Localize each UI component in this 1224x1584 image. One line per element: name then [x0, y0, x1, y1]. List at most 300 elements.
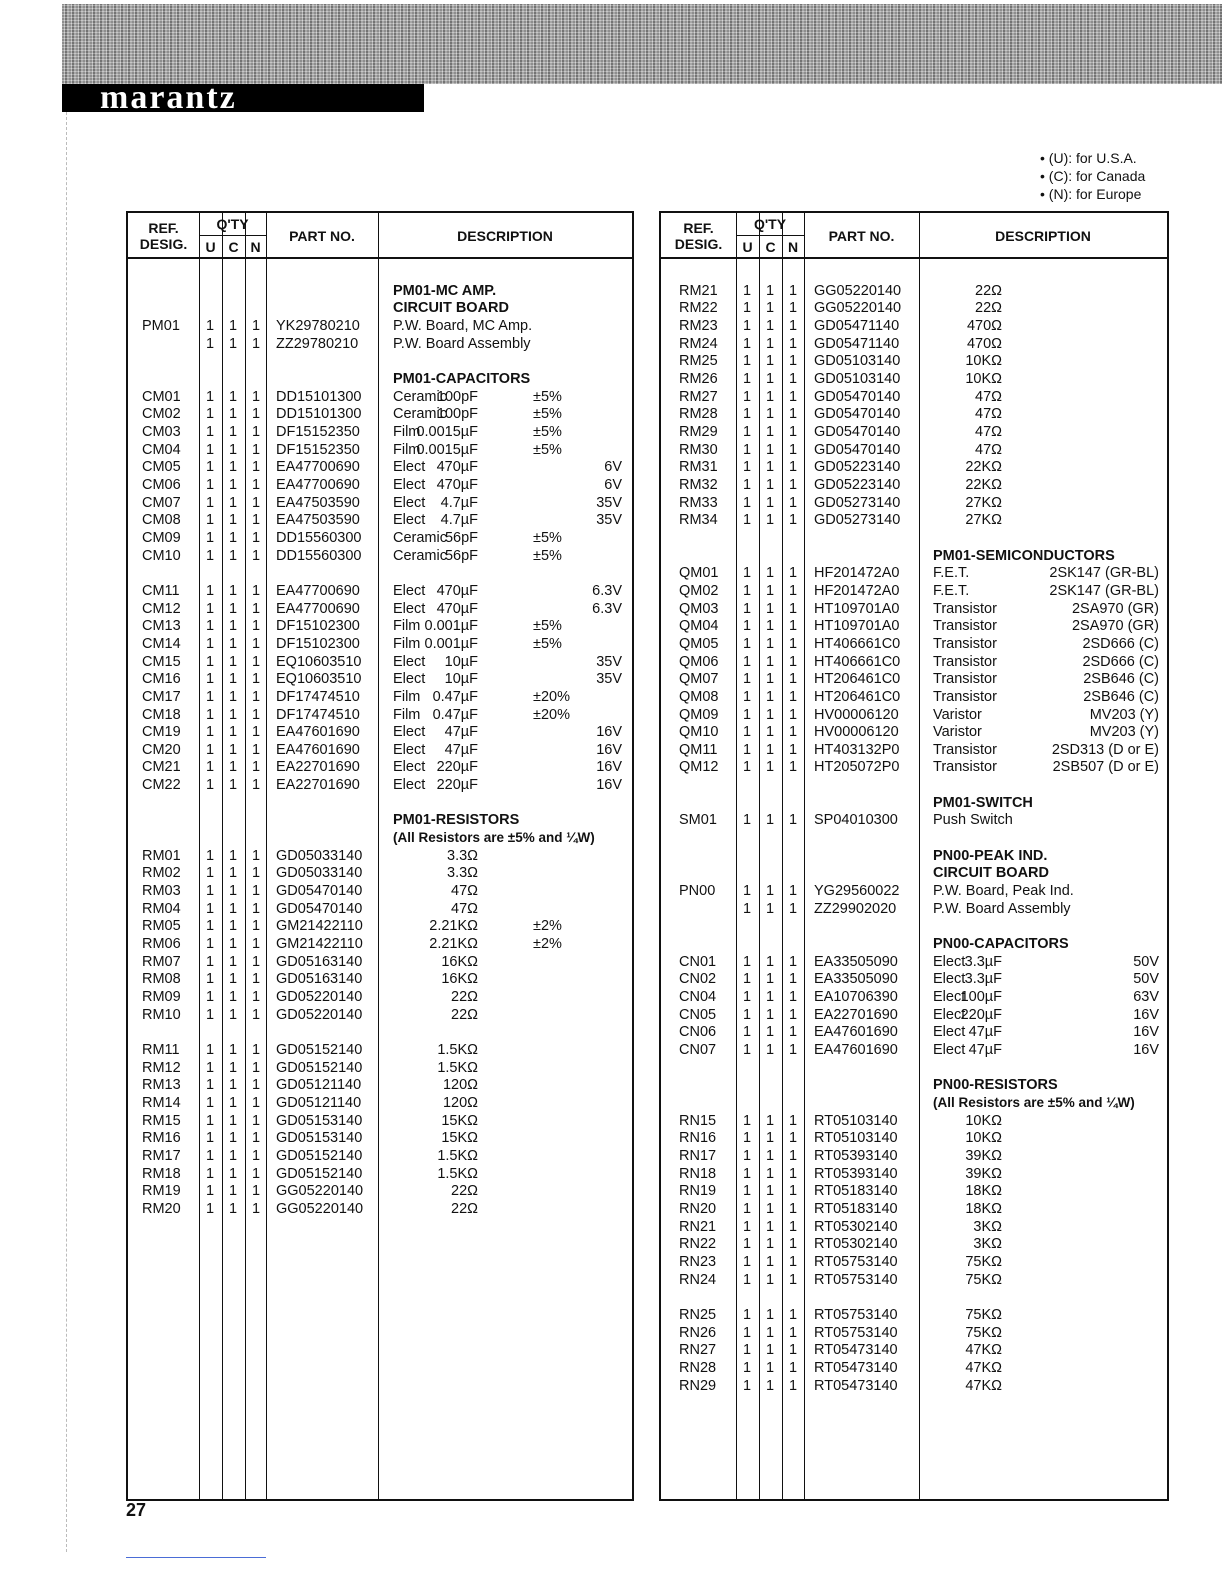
- ref-desig: RM26: [679, 370, 718, 387]
- part-no: RT05753140: [814, 1253, 898, 1270]
- desc-type: Film: [393, 423, 421, 440]
- qty-u: 1: [206, 900, 215, 917]
- part-no: GM21422110: [276, 918, 363, 935]
- desc-tolerance: ±5%: [533, 423, 562, 440]
- qty-u: 1: [206, 653, 215, 670]
- desc-type: Film: [393, 441, 421, 458]
- table-row: [661, 1130, 1167, 1148]
- part-no: DF15102300: [276, 618, 360, 635]
- table-row: [661, 389, 1167, 407]
- part-no: HT406661C0: [814, 653, 901, 670]
- ref-desig: QM12: [679, 759, 719, 776]
- qty-u: 1: [206, 476, 215, 493]
- qty-c: 1: [229, 1042, 238, 1059]
- part-no: GD05103140: [814, 370, 901, 387]
- part-no: GG05220140: [276, 1200, 364, 1217]
- desc-value: 10KΩ: [965, 1130, 1002, 1147]
- table-row: [128, 883, 632, 901]
- table-row: [661, 883, 1167, 901]
- qty-n: 1: [252, 883, 261, 900]
- ref-desig: QM07: [679, 671, 719, 688]
- qty-u: 1: [743, 1112, 752, 1129]
- table-row: [661, 1042, 1167, 1060]
- section-title: PN00-RESISTORS: [933, 1077, 1058, 1094]
- qty-c: 1: [229, 971, 238, 988]
- table-row: [128, 724, 632, 742]
- qty-c: 1: [766, 1377, 775, 1394]
- desc-value: 22KΩ: [965, 459, 1002, 476]
- ref-desig: RM27: [679, 388, 718, 405]
- desc-value: 10KΩ: [965, 353, 1002, 370]
- ref-desig: RN20: [679, 1200, 717, 1217]
- desc-value: 1.5KΩ: [437, 1148, 478, 1164]
- qty-c: 1: [766, 618, 775, 635]
- ref-desig: RN21: [679, 1218, 717, 1235]
- ref-desig: CM09: [142, 529, 181, 546]
- qty-n: 1: [789, 1306, 798, 1323]
- qty-n: 1: [789, 600, 798, 617]
- part-no: GG05220140: [814, 282, 902, 299]
- table-row: [128, 1201, 632, 1219]
- ref-desig: RM28: [679, 406, 718, 423]
- part-no: RT05753140: [814, 1324, 898, 1341]
- desc-value: 10µF: [444, 653, 478, 670]
- qty-c: 1: [766, 1359, 775, 1376]
- desc-tolerance: ±5%: [533, 529, 562, 546]
- desc-rating: 16V: [596, 741, 622, 758]
- table-row: [661, 406, 1167, 424]
- desc-tolerance: ±5%: [533, 635, 562, 652]
- desc-value: 470µF: [436, 476, 478, 493]
- qty-n: 1: [789, 883, 798, 900]
- qty-n: 1: [789, 1324, 798, 1341]
- desc-rating: 2SB646 (C): [1083, 671, 1159, 688]
- desc-value: 1.5KΩ: [437, 1042, 478, 1059]
- part-no: DF15152350: [276, 423, 360, 440]
- desc-type: Push Switch: [933, 812, 1013, 829]
- section-header: [661, 865, 1167, 883]
- desc-value: 16KΩ: [441, 971, 478, 988]
- qty-c: 1: [766, 600, 775, 617]
- part-no: EA33505090: [814, 971, 898, 988]
- desc-tolerance: ±5%: [533, 406, 562, 423]
- qty-u: 1: [206, 406, 215, 423]
- bottom-rule: [126, 1557, 266, 1558]
- part-no: GD05471140: [814, 317, 900, 334]
- qty-u: 1: [206, 1183, 215, 1200]
- ref-desig: RN23: [679, 1253, 717, 1270]
- legend-usa: • (U): for U.S.A.: [1040, 150, 1137, 166]
- qty-c: 1: [229, 335, 238, 352]
- qty-c: 1: [766, 335, 775, 352]
- qty-n: 1: [789, 724, 798, 741]
- ref-desig: CM21: [142, 759, 181, 776]
- desc-type: P.W. Board Assembly: [393, 335, 531, 352]
- desc-tolerance: ±5%: [533, 547, 562, 564]
- qty-c: 1: [766, 989, 775, 1006]
- qty-c: 1: [766, 388, 775, 405]
- qty-c: 1: [229, 388, 238, 405]
- table-row: [128, 583, 632, 601]
- qty-n: 1: [789, 1024, 798, 1041]
- desc-value: 470µF: [436, 459, 478, 476]
- ref-desig: CM13: [142, 618, 181, 635]
- part-no: RT05302140: [814, 1218, 898, 1235]
- table-row: [128, 689, 632, 707]
- table-row: [661, 459, 1167, 477]
- qty-u: 1: [743, 706, 752, 723]
- qty-c: 1: [229, 688, 238, 705]
- qty-c: 1: [766, 582, 775, 599]
- qty-n: 1: [252, 1112, 261, 1129]
- section-header: [128, 812, 632, 830]
- table-row: [661, 1183, 1167, 1201]
- ref-desig: RM02: [142, 865, 181, 882]
- desc-value: 10KΩ: [965, 370, 1002, 387]
- qty-u: 1: [743, 759, 752, 776]
- qty-u: 1: [743, 353, 752, 370]
- qty-n: 1: [252, 600, 261, 617]
- qty-c: 1: [766, 671, 775, 688]
- desc-type: Elect: [393, 777, 426, 794]
- desc-value: 470Ω: [966, 317, 1002, 334]
- qty-c: 1: [766, 971, 775, 988]
- qty-n: 1: [789, 1042, 798, 1059]
- section-title: CIRCUIT BOARD: [933, 865, 1049, 882]
- desc-value: 39KΩ: [965, 1165, 1002, 1182]
- qty-n: 1: [789, 406, 798, 423]
- qty-c: 1: [229, 547, 238, 564]
- part-no: EA22701690: [276, 777, 360, 794]
- qty-u: 1: [743, 388, 752, 405]
- desc-value: 0.001µF: [424, 618, 478, 635]
- section-title: PM01-SWITCH: [933, 794, 1033, 811]
- ref-desig: RM31: [679, 459, 718, 476]
- desc-value: 47KΩ: [965, 1377, 1002, 1394]
- desc-value: 47Ω: [975, 423, 1002, 440]
- table-row: [661, 300, 1167, 318]
- table-row: [661, 1342, 1167, 1360]
- desc-rating: 2SD313 (D or E): [1051, 741, 1159, 758]
- ref-desig: CM04: [142, 441, 181, 458]
- desc-value: 4.7µF: [440, 494, 478, 511]
- qty-n: 1: [252, 1095, 261, 1112]
- qty-u: 1: [743, 741, 752, 758]
- ref-desig: RM12: [142, 1059, 181, 1076]
- qty-c: 1: [229, 476, 238, 493]
- ref-desig: CM05: [142, 459, 181, 476]
- part-no: GD05220140: [276, 989, 363, 1006]
- desc-rating: 2SA970 (GR): [1071, 600, 1159, 617]
- qty-u: 1: [743, 494, 752, 511]
- desc-value: 0.0015µF: [416, 423, 478, 440]
- qty-u: 1: [743, 1377, 752, 1394]
- ref-desig: RM17: [142, 1148, 181, 1164]
- desc-type: Elect: [393, 741, 426, 758]
- ref-desig: RN18: [679, 1165, 717, 1182]
- desc-value: 0.0015µF: [416, 441, 478, 458]
- qty-c: 1: [229, 1112, 238, 1129]
- ref-desig: RN27: [679, 1342, 717, 1359]
- table-row: [128, 336, 632, 354]
- qty-u: 1: [743, 1200, 752, 1217]
- desc-rating: 2SK147 (GR-BL): [1049, 582, 1159, 599]
- table-row: [661, 442, 1167, 460]
- qty-n: 1: [252, 1165, 261, 1182]
- qty-n: 1: [252, 1148, 261, 1164]
- table-row: [661, 1113, 1167, 1131]
- table-row: [661, 1148, 1167, 1166]
- qty-u: 1: [206, 724, 215, 741]
- qty-n: 1: [789, 317, 798, 334]
- table-row: [128, 1113, 632, 1131]
- qty-u: 1: [206, 971, 215, 988]
- qty-n: 1: [252, 847, 261, 864]
- part-no: GD05121140: [276, 1077, 362, 1094]
- qty-n: 1: [252, 865, 261, 882]
- qty-c: 1: [766, 282, 775, 299]
- ref-desig: QM05: [679, 635, 719, 652]
- table-row: [128, 477, 632, 495]
- qty-c: 1: [766, 741, 775, 758]
- qty-c: 1: [766, 1324, 775, 1341]
- table-row: [661, 1307, 1167, 1325]
- part-no: GD05223140: [814, 476, 901, 493]
- qty-n: 1: [789, 282, 798, 299]
- table-row: [128, 671, 632, 689]
- desc-type: Transistor: [933, 671, 997, 688]
- brand-logo: [62, 84, 424, 112]
- qty-u: 1: [743, 1006, 752, 1023]
- qty-n: 1: [789, 1377, 798, 1394]
- table-row: [661, 583, 1167, 601]
- table-row: [661, 654, 1167, 672]
- part-no: HT109701A0: [814, 600, 900, 617]
- qty-n: 1: [252, 759, 261, 776]
- desc-type: Elect: [393, 600, 426, 617]
- ref-desig: RM06: [142, 936, 181, 953]
- desc-value: 22Ω: [451, 1200, 478, 1217]
- ref-desig: RM16: [142, 1130, 181, 1147]
- qty-n: 1: [252, 706, 261, 723]
- table-row: [661, 971, 1167, 989]
- table-row: [661, 318, 1167, 336]
- ref-desig: CM20: [142, 741, 181, 758]
- qty-n: 1: [252, 512, 261, 529]
- qty-u: 1: [743, 335, 752, 352]
- desc-value: 4.7µF: [440, 512, 478, 529]
- qty-u: 1: [743, 370, 752, 387]
- desc-value: 47Ω: [975, 441, 1002, 458]
- qty-u: 1: [743, 1359, 752, 1376]
- qty-n: 1: [789, 1236, 798, 1253]
- section-note: [128, 830, 632, 848]
- table-row: [128, 389, 632, 407]
- desc-tolerance: ±20%: [533, 706, 570, 723]
- qty-n: 1: [789, 671, 798, 688]
- qty-c: 1: [229, 724, 238, 741]
- part-no: GD05471140: [814, 335, 900, 352]
- qty-u: 1: [743, 1306, 752, 1323]
- table-row: [128, 1166, 632, 1184]
- section-header: [128, 300, 632, 318]
- qty-n: 1: [789, 1271, 798, 1288]
- qty-c: 1: [229, 653, 238, 670]
- qty-n: 1: [789, 1342, 798, 1359]
- ref-desig: CM22: [142, 777, 181, 794]
- qty-c: 1: [229, 459, 238, 476]
- part-no: RT05473140: [814, 1359, 898, 1376]
- desc-value: 220µF: [960, 1006, 1002, 1023]
- qty-u: 1: [206, 600, 215, 617]
- qty-n: 1: [789, 1183, 798, 1200]
- ref-desig: RM14: [142, 1095, 181, 1112]
- qty-u: 1: [206, 741, 215, 758]
- table-row: [128, 601, 632, 619]
- part-no: GD05152140: [276, 1059, 363, 1076]
- qty-c: 1: [766, 423, 775, 440]
- part-no: EQ10603510: [276, 671, 362, 688]
- desc-type: Transistor: [933, 688, 997, 705]
- qty-c: 1: [766, 900, 775, 917]
- qty-u: 1: [743, 1271, 752, 1288]
- qty-c: 1: [229, 936, 238, 953]
- table-row: [661, 742, 1167, 760]
- header-n: N: [250, 239, 261, 255]
- qty-c: 1: [766, 759, 775, 776]
- desc-type: Transistor: [933, 759, 997, 776]
- desc-type: Film: [393, 688, 421, 705]
- qty-n: 1: [252, 918, 261, 935]
- part-no: EA47601690: [814, 1042, 898, 1059]
- ref-desig: RN26: [679, 1324, 717, 1341]
- desc-tolerance: ±5%: [533, 388, 562, 405]
- qty-u: 1: [743, 1165, 752, 1182]
- ref-desig: CM06: [142, 476, 181, 493]
- qty-n: 1: [789, 423, 798, 440]
- ref-desig: RM18: [142, 1165, 181, 1182]
- table-row: [661, 424, 1167, 442]
- qty-c: 1: [229, 1148, 238, 1164]
- part-no: GD05470140: [814, 441, 901, 458]
- table-row: [661, 353, 1167, 371]
- table-row: [661, 636, 1167, 654]
- desc-tolerance: ±5%: [533, 441, 562, 458]
- qty-n: 1: [789, 812, 798, 829]
- ref-desig: RM30: [679, 441, 718, 458]
- table-row: [128, 636, 632, 654]
- qty-n: 1: [789, 388, 798, 405]
- section-header: [661, 848, 1167, 866]
- qty-n: 1: [252, 1077, 261, 1094]
- table-row: [661, 1166, 1167, 1184]
- qty-u: 1: [206, 1148, 215, 1164]
- qty-n: 1: [789, 706, 798, 723]
- part-no: DD15101300: [276, 388, 362, 405]
- part-no: RT05302140: [814, 1236, 898, 1253]
- part-no: EA47503590: [276, 494, 360, 511]
- table-row: [128, 406, 632, 424]
- qty-n: 1: [252, 953, 261, 970]
- ref-desig: CM16: [142, 671, 181, 688]
- desc-value: 470µF: [436, 582, 478, 599]
- table-row: [661, 901, 1167, 919]
- qty-u: 1: [206, 547, 215, 564]
- part-no: RT05103140: [814, 1130, 898, 1147]
- table-row: [661, 989, 1167, 1007]
- part-no: GD05163140: [276, 953, 363, 970]
- qty-u: 1: [743, 1218, 752, 1235]
- part-no: GD05223140: [814, 459, 901, 476]
- qty-u: 1: [743, 1236, 752, 1253]
- desc-value: 120Ω: [442, 1095, 478, 1112]
- qty-u: 1: [743, 635, 752, 652]
- qty-u: 1: [206, 936, 215, 953]
- qty-c: 1: [766, 883, 775, 900]
- legend-europe: • (N): for Europe: [1040, 186, 1142, 202]
- qty-u: 1: [206, 512, 215, 529]
- part-no: HF201472A0: [814, 565, 900, 582]
- qty-n: 1: [252, 406, 261, 423]
- desc-value: 47Ω: [451, 883, 478, 900]
- qty-u: 1: [743, 1324, 752, 1341]
- ref-desig: QM09: [679, 706, 719, 723]
- table-row: [128, 954, 632, 972]
- table-row: [661, 336, 1167, 354]
- qty-n: 1: [789, 1200, 798, 1217]
- qty-c: 1: [766, 1236, 775, 1253]
- part-no: EA47601690: [814, 1024, 898, 1041]
- part-no: GD05470140: [814, 423, 901, 440]
- header-part: PART NO.: [289, 228, 355, 244]
- desc-rating: 16V: [596, 759, 622, 776]
- qty-n: 1: [252, 688, 261, 705]
- part-no: HT205072P0: [814, 759, 900, 776]
- qty-u: 1: [206, 1165, 215, 1182]
- qty-u: 1: [743, 1183, 752, 1200]
- desc-type: Elect: [933, 1042, 966, 1059]
- part-no: EA47601690: [276, 741, 360, 758]
- header-c: C: [228, 239, 239, 255]
- desc-value: 22Ω: [451, 1006, 478, 1023]
- qty-c: 1: [766, 1148, 775, 1164]
- ref-desig: CM02: [142, 406, 181, 423]
- qty-n: 1: [789, 1130, 798, 1147]
- table-row: [128, 442, 632, 460]
- part-no: GD05470140: [814, 388, 901, 405]
- header-n: N: [787, 239, 799, 255]
- qty-u: 1: [206, 441, 215, 458]
- table-row: [128, 759, 632, 777]
- part-no: RT05753140: [814, 1306, 898, 1323]
- table-row: [128, 918, 632, 936]
- qty-u: 1: [206, 1042, 215, 1059]
- qty-c: 1: [229, 1059, 238, 1076]
- qty-u: 1: [743, 1342, 752, 1359]
- part-no: DF17474510: [276, 688, 360, 705]
- qty-n: 1: [252, 423, 261, 440]
- ref-desig: CN05: [679, 1006, 717, 1023]
- part-no: RT05393140: [814, 1165, 898, 1182]
- qty-u: 1: [206, 1059, 215, 1076]
- table-row: [128, 618, 632, 636]
- part-no: GD05273140: [814, 512, 901, 529]
- desc-type: Ceramic: [393, 388, 447, 405]
- qty-c: 1: [229, 883, 238, 900]
- qty-u: 1: [206, 582, 215, 599]
- desc-type: Elect: [933, 1024, 966, 1041]
- table-row: [661, 1236, 1167, 1254]
